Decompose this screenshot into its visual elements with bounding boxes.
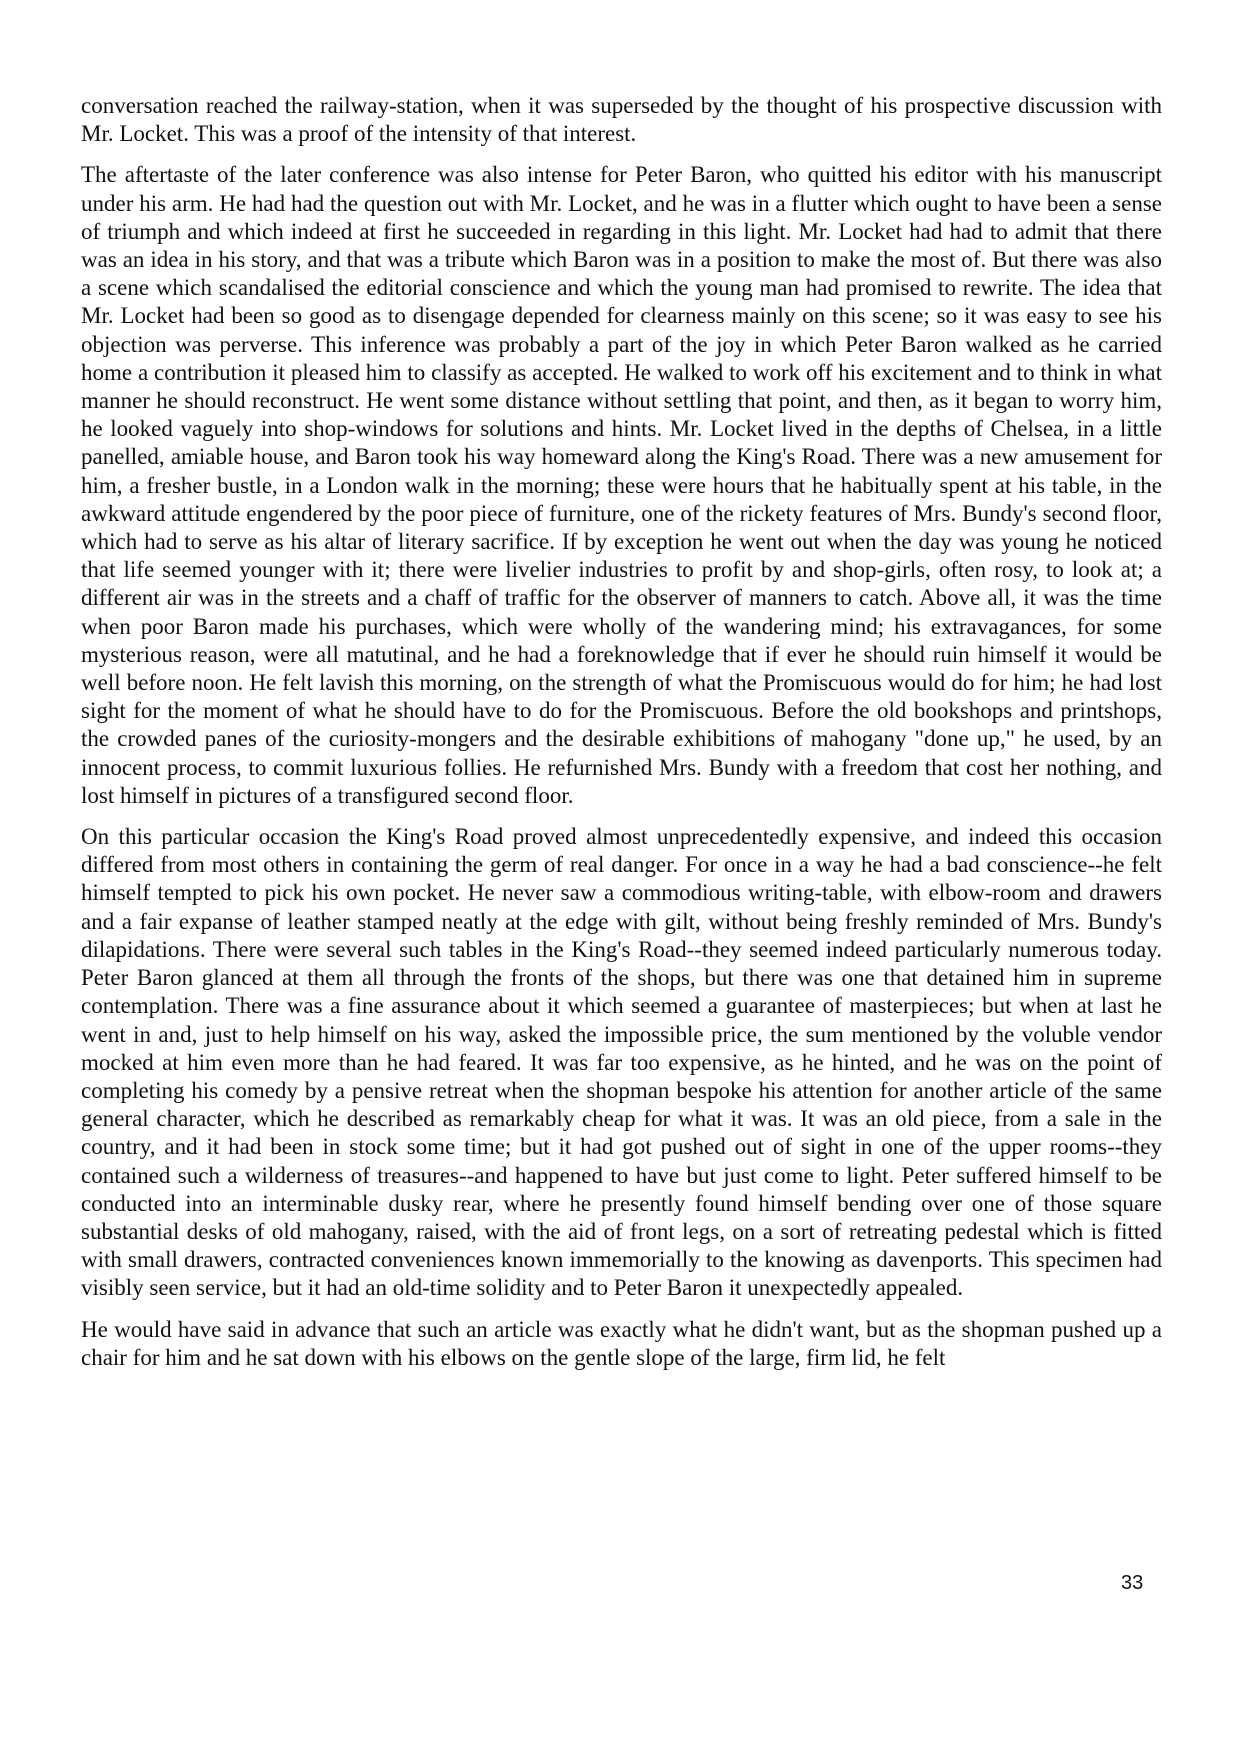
paragraph-1: conversation reached the railway-station, when it was superseded by the thought of his prospective discussion with Mr. Locket. This was a proof of the intensity of that interest. — [81, 93, 1162, 147]
paragraph-2: The aftertaste of the later conference was also intense for Peter Baron, who quitted his editor with his manuscript under his arm. He had had the question out with Mr. Locket, and he was in a flutter which ought to have been a sense of triumph and which indeed at first he succeeded in regarding in this light. Mr. Locket had had to admit that there was an idea in his story, and that was a tribute which Baron was in a position to make the most of. But there was also a scene which scandalised the editorial conscience and which the young man had promised to rewrite. The idea that Mr. Locket had been so good as to disengage depended for clearness mainly on this scene; so it was easy to see his objection was perverse. This inference was probably a part of the joy in which Peter Baron walked as he carried home a contribution it pleased him to classify as accepted. He walked to work off his excitement and to think in what manner he should reconstruct. He went some distance without settling that point, and then, as it began to worry him, he looked vaguely into shop-windows for solutions and hints. Mr. Locket lived in the depths of Chelsea, in a little panelled, amiable house, and Baron took his way homeward along the King's Road. There was a new amusement for him, a fresher bustle, in a London walk in the morning; these were hours that he habitually spent at his table, in the awkward attitude engendered by the poor piece of furniture, one of the rickety features of Mrs. Bundy's second floor, which had to serve as his altar of literary sacrifice. If by exception he went out when the day was young he noticed that life seemed younger with it; there were livelier industries to profit by and shop-girls, often rosy, to look at; a different air was in the streets and a chaff of traffic for the observer of manners to catch. Above all, it was the time when poor Baron made his purchases, which were wholly of the wandering mind; his extravagances, for some mysterious reason, were all matutinal, and he had a foreknowledge that if ever he should ruin himself it would be well before noon. He felt lavish this morning, on the strength of what the Promiscuous would do for him; he had lost sight for the moment of what he should have to do for the Promiscuous. Before the old bookshops and printshops, the crowded panes of the curiosity-mongers and the desirable exhibitions of mahogany "done up," he used, by an innocent process, to commit luxurious follies. He refurnished Mrs. Bundy with a freedom that cost her nothing, and lost himself in pictures of a transfigured second floor. — [81, 162, 1162, 808]
page-number: 33 — [1121, 1572, 1144, 1594]
body-text — [81, 92, 1162, 1385]
paragraph-4: He would have said in advance that such an article was exactly what he didn't want, but as the shopman pushed up a chair for him and he sat down with his elbows on the gentle slope of the large, firm lid, he felt — [81, 1316, 1162, 1370]
paragraph-3: On this particular occasion the King's Road proved almost unprecedentedly expensive, and indeed this occasion differed from most others in containing the germ of real danger. For once in a way he had a bad conscience--he felt himself tempted to pick his own pocket. He never saw a commodious writing-table, with elbow-room and drawers and a fair expanse of leather stamped neatly at the edge with gilt, without being freshly reminded of Mrs. Bundy's dilapidations. There were several such tables in the King's Road--they seemed indeed particularly numerous today. Peter Baron glanced at them all through the fronts of the shops, but there was one that detained him in supreme contemplation. There was a fine assurance about it which seemed a guarantee of masterpieces; but when at last he went in and, just to help himself on his way, asked the impossible price, the sum mentioned by the voluble vendor mocked at him even more than he had feared. It was far too expensive, as he hinted, and he was on the point of completing his comedy by a pensive retreat when the shopman bespoke his attention for another article of the same general character, which he described as remarkably cheap for what it was. It was an old piece, from a sale in the country, and it had been in stock some time; but it had got pushed out of sight in one of the upper rooms--they contained such a wilderness of treasures--and happened to have but just come to light. Peter suffered himself to be conducted into an interminable dusky rear, where he presently found himself bending over one of those square substantial desks of old mahogany, raised, with the aid of front legs, on a sort of retreating pedestal which is fitted with small drawers, contracted conveniences known immemorially to the knowing as davenports. This specimen had visibly seen service, but it had an old-time solidity and to Peter Baron it unexpectedly appealed. — [81, 824, 1162, 1301]
